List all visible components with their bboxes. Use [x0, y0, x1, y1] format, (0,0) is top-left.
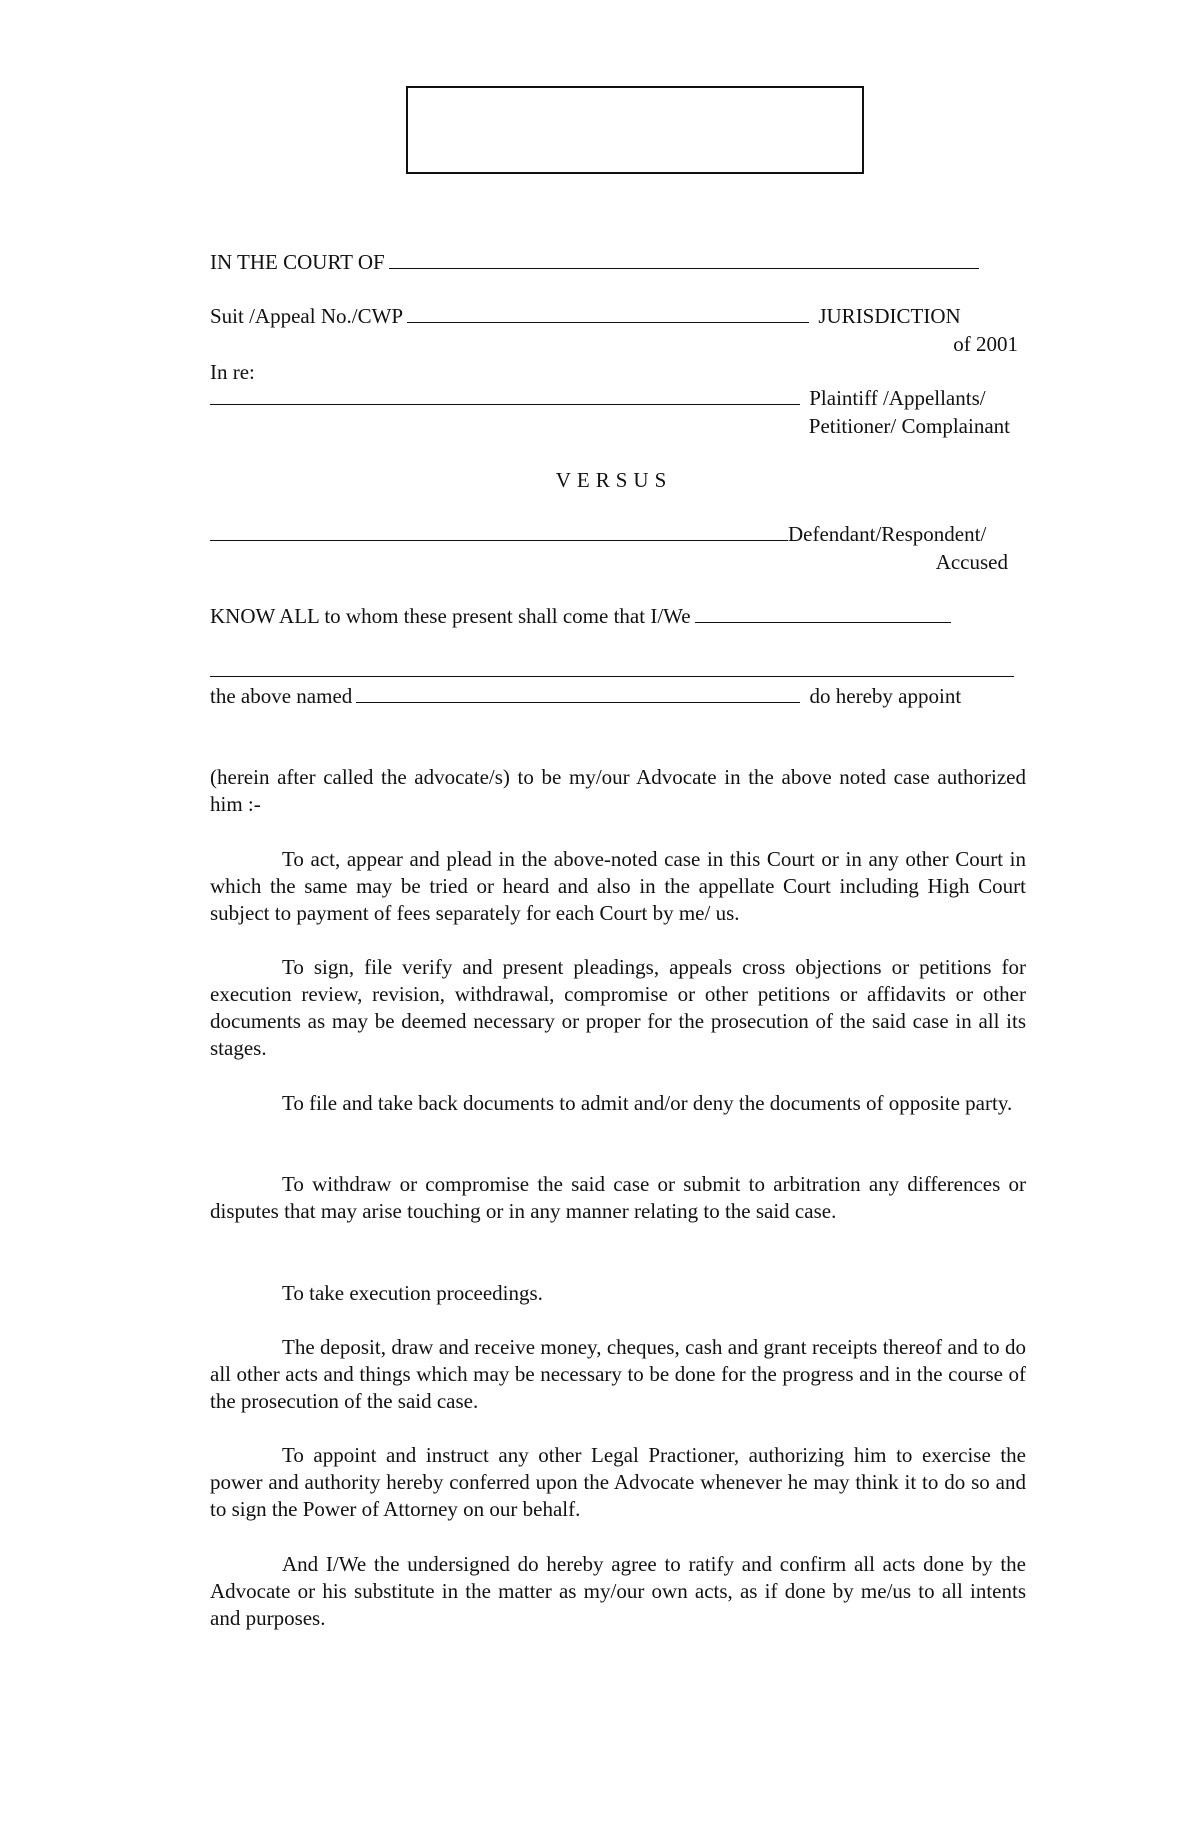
paragraph-3: To file and take back documents to admit and/or deny the documents of opposite party. — [282, 1091, 1013, 1115]
appointer-name-blank-2[interactable] — [210, 676, 1014, 677]
defendant-label-2: Accused — [935, 550, 1008, 574]
paragraph-8: And I/We the undersigned do hereby agree to ratify and confirm all acts done by the Advocate or his substitute in the matter as my/our own acts, as if done by me/us to all intents and purposes. — [210, 1552, 1026, 1630]
jurisdiction-label: JURISDICTION — [818, 304, 961, 328]
plaintiff-label: Plaintiff /Appellants/ — [809, 386, 986, 410]
above-named-line — [210, 682, 1018, 710]
paragraph-6: The deposit, draw and receive money, cheques, cash and grant receipts thereof and to do all other acts and things which may be necessary to be done for the progress and in the course of the prosecution of the said case. — [210, 1335, 1026, 1413]
intro-paragraph: (herein after called the advocate/s) to be my/our Advocate in the above noted case authorized him :- — [210, 765, 1026, 816]
suit-label: Suit /Appeal No./CWP — [210, 304, 404, 328]
paragraph-1: To act, appear and plead in the above-noted case in this Court or in any other Court in which the same may be tried or heard and also in the appellate Court including High Court subject to payment of fees separately for each Court by me/ us. — [210, 847, 1026, 925]
defendant-line-2 — [210, 548, 1008, 576]
know-all-line — [210, 602, 1018, 630]
defendant-line — [210, 520, 1018, 548]
paragraph-7: To appoint and instruct any other Legal Practioner, authorizing him to exercise the power and authority hereby conferred upon the Advocate whenever he may think it to do so and to sign the Power of Attorney on our behalf. — [210, 1443, 1026, 1521]
suit-line — [210, 302, 1018, 330]
plaintiff-blank[interactable] — [210, 386, 800, 405]
paragraph-4: To withdraw or compromise the said case or submit to arbitration any differences or disputes that may arise touching or in any manner relating to the said case. — [210, 1172, 1026, 1223]
plaintiff-label-2: Petitioner/ Complainant — [808, 414, 1010, 438]
versus-label: VERSUS — [555, 468, 673, 492]
stamp-box — [406, 86, 864, 174]
advocate-name-blank[interactable] — [356, 684, 800, 703]
court-label: IN THE COURT OF — [210, 250, 385, 274]
in-re-line — [210, 358, 1018, 386]
year-line — [210, 330, 1018, 358]
court-line — [210, 248, 1018, 276]
defendant-blank[interactable] — [210, 522, 788, 541]
paragraph-5: To take execution proceedings. — [282, 1281, 543, 1305]
appoint-label: do hereby appoint — [809, 684, 962, 708]
paragraph-2: To sign, file verify and present pleadings, appeals cross objections or petitions for execution review, revision, withdrawal, compromise or other petitions or affidavits or other documents as may be deemed necessary or proper for the prosecution of the said case in all its stages. — [210, 955, 1026, 1060]
suit-number-blank[interactable] — [407, 304, 809, 323]
know-all-label: KNOW ALL to whom these present shall come that I/We — [210, 604, 691, 628]
plaintiff-line — [210, 384, 1018, 412]
court-name-blank[interactable] — [389, 250, 979, 269]
defendant-label: Defendant/Respondent/ — [788, 522, 987, 546]
in-re-label: In re: — [210, 360, 255, 384]
plaintiff-line-2 — [210, 412, 1010, 440]
year-label: of 2001 — [953, 332, 1018, 356]
appointer-name-blank[interactable] — [695, 604, 951, 623]
versus-line — [210, 466, 1018, 494]
above-named-label: the above named — [210, 684, 353, 708]
